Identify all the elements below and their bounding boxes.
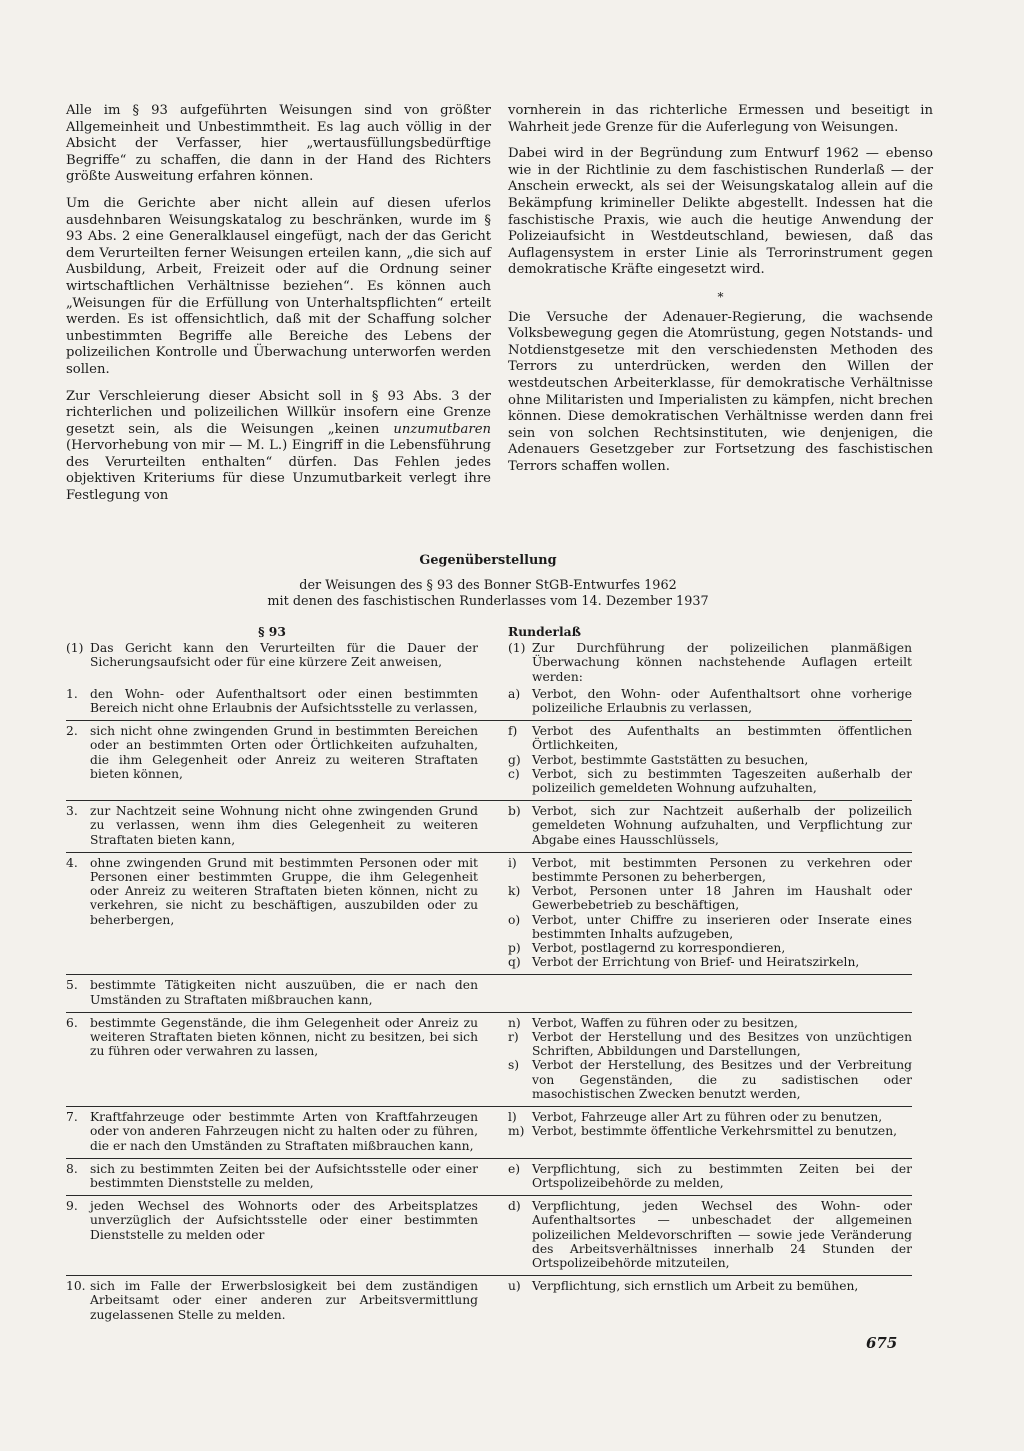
right-cell: [490, 1162, 912, 1190]
table-row: [66, 721, 912, 801]
left-cell: [66, 1279, 490, 1322]
emphasized-word: unzumutbaren: [393, 421, 491, 437]
left-cell: [66, 856, 490, 970]
entry-text: zur Nachtzeit seine Wohnung nicht ohne zwingenden Grund zu verlassen, wenn ihm dies Gelegenheit zu weiteren Straftaten bieten kann,: [90, 804, 478, 847]
list-item: [66, 978, 478, 1006]
list-item: [508, 856, 912, 884]
entry-text: ohne zwingenden Grund mit bestimmten Personen oder mit Personen einer bestimmten Gruppe, die ihm Gelegenheit oder Anreiz zu weiteren Straftaten bieten können, nicht zu verkehren, sie nicht zu beschäftigen, auszubilden oder zu beherbergen,: [90, 855, 478, 927]
comparison-subtitle: der Weisungen des § 93 des Bonner StGB-Entwurfes 1962: [299, 578, 677, 593]
table-row: [66, 853, 912, 976]
list-item: [508, 724, 912, 752]
entry-marker: g): [508, 752, 521, 767]
entry-text: den Wohn- oder Aufenthaltsort oder einen bestimmten Bereich nicht ohne Erlaubnis der Aufsichtsstelle zu verlassen,: [90, 686, 478, 716]
list-item: [66, 1199, 478, 1242]
entry-marker: m): [508, 1124, 525, 1139]
list-item: [508, 1199, 912, 1270]
list-item: [508, 1058, 912, 1101]
paragraph: Die Versuche der Adenauer-Regierung, die wachsende Volksbewegung gegen die Atomrüstung, gegen Notstands- und Notdienstgesetze mit den verschiedensten Methoden des Terrors zu unterdrücken, werden den Willen der westdeutschen Arbeiterklasse, für demokratische Verhältnisse ohne Militaristen und Imperialisten zu kämpfen, nicht brechen können. Diese demokratischen Verhältnisse werden dann frei sein von solchen Rechtsinstituten, wie denjenigen, die Adenauers Gesetzgeber zur Fortsetzung des faschistischen Terrors schaffen wollen.: [508, 309, 933, 474]
column-heading-paragraph: § 93: [258, 624, 286, 639]
entry-marker: k): [508, 884, 521, 899]
entry-text: Verbot der Errichtung von Brief- und Heiratszirkeln,: [532, 955, 860, 970]
entry-text: Verbot, Fahrzeuge aller Art zu führen oder zu benutzen,: [532, 1110, 883, 1125]
entry-text: sich im Falle der Erwerbslosigkeit bei dem zuständigen Arbeitsamt oder einer anderen zur Arbeitsvermittlung zugelassenen Stelle zu melden.: [90, 1279, 478, 1322]
entry-marker: i): [508, 855, 517, 870]
entry-marker: l): [508, 1110, 517, 1125]
right-cell: [490, 1279, 912, 1322]
entry-text: Das Gericht kann den Verurteilten für die Dauer der Sicherungsaufsicht oder für eine kürzere Zeit anweisen,: [90, 641, 478, 670]
entry-marker: f): [508, 724, 518, 739]
left-cell: [66, 1199, 490, 1270]
paragraph: Dabei wird in der Begründung zum Entwurf 1962 — ebenso wie in der Richtlinie zu dem faschistischen Runderlaß — der Anschein erweckt, als sei der Weisungskatalog allein auf die Bekämpfung krimineller Delikte abgestellt. Indessen hat die faschistische Praxis, wie auch die heutige Anwendung der Polizeiaufsicht in Westdeutschland, bewiesen, daß das Auflagensystem in erster Linie als Terrorinstrument gegen demokratische Kräfte eingesetzt wird.: [508, 146, 933, 278]
right-cell: [490, 1110, 912, 1153]
entry-text: Verbot, sich zu bestimmten Tageszeiten außerhalb der polizeilich gemeldeten Wohnung aufzuhalten,: [532, 766, 912, 796]
right-cell: [490, 856, 912, 970]
entry-marker: b): [508, 804, 521, 819]
entry-text: Verbot, unter Chiffre zu inserieren oder Inserate eines bestimmten Inhalts aufzugeben,: [532, 912, 912, 941]
table-row: [66, 975, 912, 1012]
table-row: [66, 1196, 912, 1276]
entry-marker: q): [508, 955, 521, 970]
entry-text: Verbot, den Wohn- oder Aufenthaltsort ohne vorherige polizeiliche Erlaubnis zu verlassen,: [532, 686, 912, 716]
list-item: [66, 804, 478, 847]
entry-text: Verbot, Waffen zu führen oder zu besitzen,: [532, 1015, 798, 1030]
paragraph: Um die Gerichte aber nicht allein auf diesen uferlos ausdehnbaren Weisungskatalog zu beschränken, wurde im § 93 Abs. 2 eine Generalklausel eingefügt, nach der das Gericht dem Verurteilten ferner Weisungen erteilen kann, „die sich auf Ausbildung, Arbeit, Freizeit oder auf die Ordnung seiner wirtschaftlichen Verhältnisse beziehen“. Es können auch „Weisungen für die Erfüllung von Unterhaltspflichten“ erteilt werden. Es ist offensichtlich, daß mit der Schaffung solcher unbestimmten Begriffe alle Bereiche des Lebens der polizeilichen Kontrolle und Überwachung unterworfen werden sollen.: [66, 195, 491, 377]
comparison-table: [66, 622, 912, 1327]
paragraph: Alle im § 93 aufgeführten Weisungen sind von größter Allgemeinheit und Unbestimmtheit. Es lag auch völlig in der Absicht der Verfasser, hier „wertausfüllungsbedürftige Begriffe“ zu schaffen, die dann in der Hand des Richters größte Ausweitung erfahren können.: [66, 103, 491, 185]
entry-marker: e): [508, 1161, 521, 1176]
entry-marker: n): [508, 1015, 521, 1030]
list-item: [508, 1279, 912, 1293]
paragraph: [66, 389, 491, 505]
entry-text: Verpflichtung, sich zu bestimmten Zeiten bei der Ortspolizeibehörde zu melden,: [532, 1161, 912, 1190]
list-item: [66, 1279, 478, 1322]
entry-text: Verbot des Aufenthalts an bestimmten öffentlichen Örtlichkeiten,: [532, 724, 912, 753]
entry-text: jeden Wechsel des Wohnorts oder des Arbeitsplatzes unverzüglich der Aufsichtsstelle oder einer bestimmten Dienststelle zu melden oder: [90, 1199, 478, 1242]
paragraph: vornherein in das richterliche Ermessen und beseitigt in Wahrheit jede Grenze für die Auferlegung von Weisungen.: [508, 103, 933, 135]
right-cell: [490, 804, 912, 847]
table-row: [66, 801, 912, 853]
entry-marker: (1): [66, 641, 84, 656]
list-item: [508, 687, 912, 715]
list-item: [508, 913, 912, 941]
entry-marker: 7.: [66, 1110, 78, 1125]
left-cell: [66, 1110, 490, 1153]
section-separator: *: [717, 289, 724, 304]
entry-text: sich zu bestimmten Zeiten bei der Aufsichtsstelle oder einer bestimmten Dienststelle zu melden,: [90, 1161, 478, 1190]
entry-text: sich nicht ohne zwingenden Grund in bestimmten Bereichen oder an bestimmten Orten oder Örtlichkeiten aufzuhalten, die ihm Gelegenheit oder Anreiz zu weiteren Straftaten bieten können,: [90, 724, 478, 781]
entry-marker: 4.: [66, 855, 78, 870]
column-heading-runderlass: Runderlaß: [508, 624, 581, 639]
entry-marker: c): [508, 766, 520, 781]
entry-text: Verbot, bestimmte Gaststätten zu besuchen,: [532, 752, 809, 767]
entry-marker: 10.: [66, 1279, 86, 1294]
list-item: [66, 724, 478, 781]
list-item: [508, 941, 912, 955]
list-item: [508, 767, 912, 795]
entry-text: Verbot, sich zur Nachtzeit außerhalb der polizeilich gemeldeten Wohnung aufzuhalten, und Verpflichtung zur Abgabe eines Hausschlüssels,: [532, 804, 912, 847]
right-text-column: [508, 103, 933, 485]
right-cell: [490, 1199, 912, 1270]
right-cell: [490, 687, 912, 715]
left-cell: [66, 687, 490, 715]
entry-marker: 3.: [66, 804, 78, 819]
list-item: [508, 1030, 912, 1058]
table-row: [66, 1159, 912, 1196]
list-item: [508, 753, 912, 767]
list-item: [66, 1162, 478, 1190]
list-item: [508, 955, 912, 969]
entry-text: Verbot der Herstellung, des Besitzes und der Verbreitung von Gegenständen, die zu sadistischen oder masochistischen Zwecken benutzt werden,: [532, 1058, 912, 1101]
entry-text: Verpflichtung, jeden Wechsel des Wohn- oder Aufenthaltsortes — unbeschadet der allgemeinen polizeilichen Meldevorschriften — sowie jede Veränderung des Arbeitsverhältnisses innerhalb 24 Stunden der Ortspolizeibehörde mitzuteilen,: [532, 1199, 912, 1270]
entry-marker: d): [508, 1199, 521, 1214]
comparison-subtitle: mit denen des faschistischen Runderlasses vom 14. Dezember 1937: [267, 594, 709, 609]
list-item: [508, 1124, 912, 1138]
intro-entry: [508, 641, 912, 684]
page-number: 675: [866, 1334, 898, 1352]
table-row: [66, 684, 912, 721]
left-cell: [66, 1162, 490, 1190]
entry-text: bestimmte Tätigkeiten nicht auszuüben, die er nach den Umständen zu Straftaten mißbrauchen kann,: [90, 978, 478, 1007]
paragraph-text: (Hervorhebung von mir — M. L.) Eingriff in die Lebensführung des Verurteilten enthalten“ dürfen. Das Fehlen jedes objektiven Kriteriums für diese Unzumutbarkeit verlegt ihre Festlegung von: [66, 438, 491, 504]
entry-marker: 5.: [66, 978, 78, 993]
entry-text: Verbot, mit bestimmten Personen zu verkehren oder bestimmte Personen zu beherbergen,: [532, 855, 912, 885]
comparison-title: Gegenüberstellung: [419, 553, 557, 568]
entry-text: Zur Durchführung der polizeilichen planmäßigen Überwachung können nachstehende Auflagen erteilt werden:: [532, 641, 912, 684]
list-item: [508, 1016, 912, 1030]
left-cell: [66, 978, 490, 1006]
table-row: [66, 1107, 912, 1159]
entry-marker: 6.: [66, 1015, 78, 1030]
entry-marker: p): [508, 941, 521, 956]
entry-marker: a): [508, 686, 521, 701]
list-item: [66, 1110, 478, 1153]
entry-marker: 9.: [66, 1199, 78, 1214]
entry-text: Kraftfahrzeuge oder bestimmte Arten von Kraftfahrzeugen oder von anderen Fahrzeugen nicht zu halten oder zu führen, die er nach den Umständen zu Straftaten mißbrauchen kann,: [90, 1110, 478, 1153]
intro-entry: [66, 641, 478, 669]
left-cell: [66, 1016, 490, 1101]
table-body: [66, 684, 912, 1327]
entry-marker: 2.: [66, 724, 78, 739]
paragraph-text: Zur Verschleierung dieser Absicht soll in § 93 Abs. 3 der richterlichen und polizeilichen Willkür insofern eine Grenze gesetzt sein, als die Weisungen „keinen: [66, 388, 491, 437]
entry-marker: u): [508, 1279, 521, 1294]
left-cell: [66, 724, 490, 795]
entry-marker: r): [508, 1030, 519, 1045]
list-item: [66, 687, 478, 715]
right-cell: [490, 724, 912, 795]
left-text-column: [66, 103, 491, 515]
entry-marker: 1.: [66, 686, 78, 701]
entry-marker: o): [508, 912, 521, 927]
list-item: [508, 1110, 912, 1124]
right-cell: [490, 978, 912, 1006]
table-header-row: [66, 622, 912, 684]
list-item: [508, 884, 912, 912]
left-cell: [66, 625, 490, 684]
entry-text: Verbot, Personen unter 18 Jahren im Haushalt oder Gewerbebetrieb zu beschäftigen,: [532, 884, 912, 913]
entry-text: Verbot, bestimmte öffentliche Verkehrsmittel zu benutzen,: [532, 1124, 898, 1139]
list-item: [508, 1162, 912, 1190]
entry-text: Verbot der Herstellung und des Besitzes von unzüchtigen Schriften, Abbildungen und Darstellungen,: [532, 1030, 912, 1059]
entry-marker: s): [508, 1058, 520, 1073]
left-cell: [66, 804, 490, 847]
entry-marker: (1): [508, 641, 526, 656]
list-item: [508, 804, 912, 847]
table-row: [66, 1013, 912, 1107]
right-cell: [490, 1016, 912, 1101]
right-cell: [490, 625, 912, 684]
list-item: [66, 1016, 478, 1059]
list-item: [66, 856, 478, 927]
table-row: [66, 1276, 912, 1327]
entry-text: Verpflichtung, sich ernstlich um Arbeit zu bemühen,: [532, 1279, 859, 1294]
entry-text: bestimmte Gegenstände, die ihm Gelegenheit oder Anreiz zu weiteren Straftaten bieten können, nicht zu besitzen, bei sich zu führen oder verwahren zu lassen,: [90, 1015, 478, 1059]
entry-marker: 8.: [66, 1161, 78, 1176]
entry-text: Verbot, postlagernd zu korrespondieren,: [532, 941, 786, 956]
